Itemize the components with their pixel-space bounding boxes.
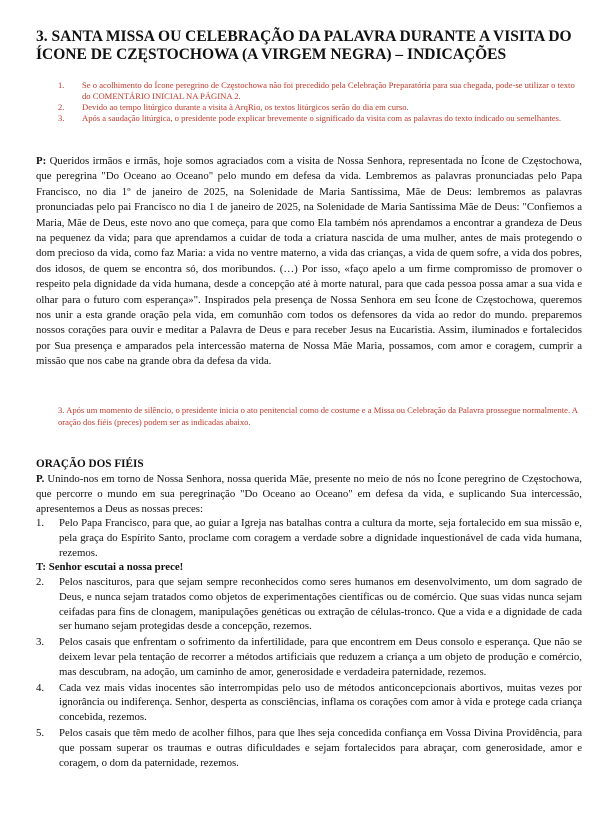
prayer-item xyxy=(36,681,582,725)
prayer-item xyxy=(36,575,582,634)
prayer-number: 3. xyxy=(36,636,45,649)
instruction-text: Devido ao tempo litúrgico durante a visita à ArqRio, os textos litúrgicos serão do dia em curso. xyxy=(82,102,409,112)
instruction-number: 2. xyxy=(58,102,65,112)
prayer-text: Pelo Papa Francisco, para que, ao guiar a Igreja nas batalhas contra a cultura da morte, seja fortalecido em sua missão e, pela graça do Espírito Santo, proclame com coragem a verdade sobre a dignidade inquestionável de cada vida humana, rezemos. xyxy=(59,517,582,559)
instruction-item xyxy=(58,80,583,102)
opening-comment-text: Queridos irmãos e irmãs, hoje somos agraciados com a visita de Nossa Senhora, representada no Ícone de Częstochowa, que peregrina "Do Oceano ao Oceano" pelo mundo em defesa da vida. Lembremos as palavras pronunciadas pelo Papa Francisco, no dia 1º de janeiro de 2025, na Solenidade de Maria Santíssima, Mãe de Deus: lembremos as palavras pronunciadas pelo pai Francisco no dia 1 de janeiro de 2025, na Solenidade de Maria Santíssima Mãe de Deus: "Confiemos a Maria, Mãe de Deus, este novo ano que começa, para que como Ela também nós aprendamos a encontrar a grandeza de Deus na pequenez da vida; para que aprendamos a cuidar de toda a criatura nascida de uma mulher, antes de mais protegendo o dom precioso da vida, como faz Maria: a vida no ventre materno, a vida das crianças, a vida de quem sofre, a vida dos pobres, dos idosos, de quem se encontra só, dos moribundos. (…) Por isso, «faço apelo a um firme compromisso de promover o respeito pela dignidade da vida humana, desde a concepção até à morte natural, para que cada pessoa possa amar a sua vida e olhar para o futuro com esperança»". Inspirados pela presença de Nossa Senhora em seu Ícone de Częstochowa, queremos nos unir a esta grande oração pela vida, em comunhão com todos os defensores da vida ao redor do mundo. preparemos nossos corações para ouvir e meditar a Palavra de Deus e para receber Jesus na Eucaristia. Assim, iluminados e fortalecidos por Sua presença e amparados pela intercessão materna de Nossa Mãe Maria, possamos, com amor e coragem, cumprir a missão que nos cabe na grande obra da defesa da vida. xyxy=(36,155,582,368)
prayer-text: Pelos nascituros, para que sejam sempre reconhecidos como seres humanos em desenvolvimento, um dom sagrado de Deus, e nunca sejam tratados como objetos de experimentações científicas ou de comércio. Que suas vidas nunca sejam ceifadas para fins de clonagem, manipulações genéticas ou extração de células-tronco. Que a vida e a dignidade de cada ser humano sejam protegidas desde a concepção, rezemos. xyxy=(59,576,582,633)
prayer-intro xyxy=(36,472,582,518)
instruction-number: 3. xyxy=(58,113,65,123)
prayer-number: 1. xyxy=(36,517,45,529)
page-title: 3. SANTA MISSA OU CELEBRAÇÃO DA PALAVRA DURANTE A VISITA DO ÍCONE DE CZĘSTOCHOWA (A VIRGEM NEGRA) – INDICAÇÕES xyxy=(36,28,572,63)
prayer-number: 2. xyxy=(36,576,45,588)
instruction-item xyxy=(58,102,583,113)
prayer-text: Pelos casais que enfrentam o sofrimento da infertilidade, para que encontrem em Deus consolo e esperança. Que não se deixem levar pela tentação de recorrer a métodos artificiais que reduzem a criança a um objeto de produção e comércio, mas descubram, na adoção, um caminho de amor, generosidade e verdadeira paternidade, rezemos. xyxy=(59,636,582,678)
instruction-text: Após a saudação litúrgica, o presidente pode explicar brevemente o significado da visita com as palavras do texto indicado ou semelhantes. xyxy=(82,113,562,123)
prayer-intro-text: Unindo-nos em torno de Nossa Senhora, nossa querida Mãe, presente no meio de nós no Ícone peregrino de Częstochowa, que percorre o mundo em sua peregrinação "Do Oceano ao Oceano" em defesa da vida, e suplicando Sua intercessão, apresentemos a Deus as nossas preces: xyxy=(36,473,582,516)
section-heading: ORAÇÃO DOS FIÉIS xyxy=(36,458,144,470)
instruction-list xyxy=(58,80,583,124)
opening-comment xyxy=(36,154,582,370)
prayer-text: Cada vez mais vidas inocentes são interrompidas pelo uso de métodos anticoncepcionais abortivos, muitas vezes por ignorância ou indiferença. Senhor, desperta as consciências, inflama os corações com amor à vida e protege cada criança concebida, rezemos. xyxy=(59,681,582,724)
prayer-item xyxy=(36,635,582,679)
prayer-item xyxy=(36,516,582,560)
prayer-list xyxy=(36,575,582,771)
rubric-note: 3. Após um momento de silêncio, o presidente inicia o ato penitencial como de costume e a Missa ou Celebração da Palavra prossegue normalmente. A oração dos fiéis (preces) podem ser as indicadas abaixo. xyxy=(58,405,578,427)
prayer-number: 4. xyxy=(36,681,45,694)
prayer-number: 5. xyxy=(36,726,45,739)
instruction-item xyxy=(58,113,583,124)
prayer-list xyxy=(36,516,582,560)
response-line: T: Senhor escutai a nossa prece! xyxy=(36,561,184,573)
speaker-label: P. xyxy=(36,473,45,485)
speaker-label: P: xyxy=(36,155,47,167)
prayer-item xyxy=(36,726,582,770)
prayer-text: Pelos casais que têm medo de acolher filhos, para que lhes seja concedida confiança em Vossa Divina Providência, para que possam superar os traumas e outras dificuldades e sejam fortalecidos para abraçar, com generosidade, amor e coragem, o dom da paternidade, rezemos. xyxy=(59,726,582,769)
instruction-number: 1. xyxy=(58,80,65,90)
instruction-text: Se o acolhimento do Ícone peregrino de Częstochowa não foi precedido pela Celebração Preparatória para sua chegada, pode-se utilizar o texto do COMENTÁRIO INICIAL NA PÁGINA 2. xyxy=(82,80,575,101)
